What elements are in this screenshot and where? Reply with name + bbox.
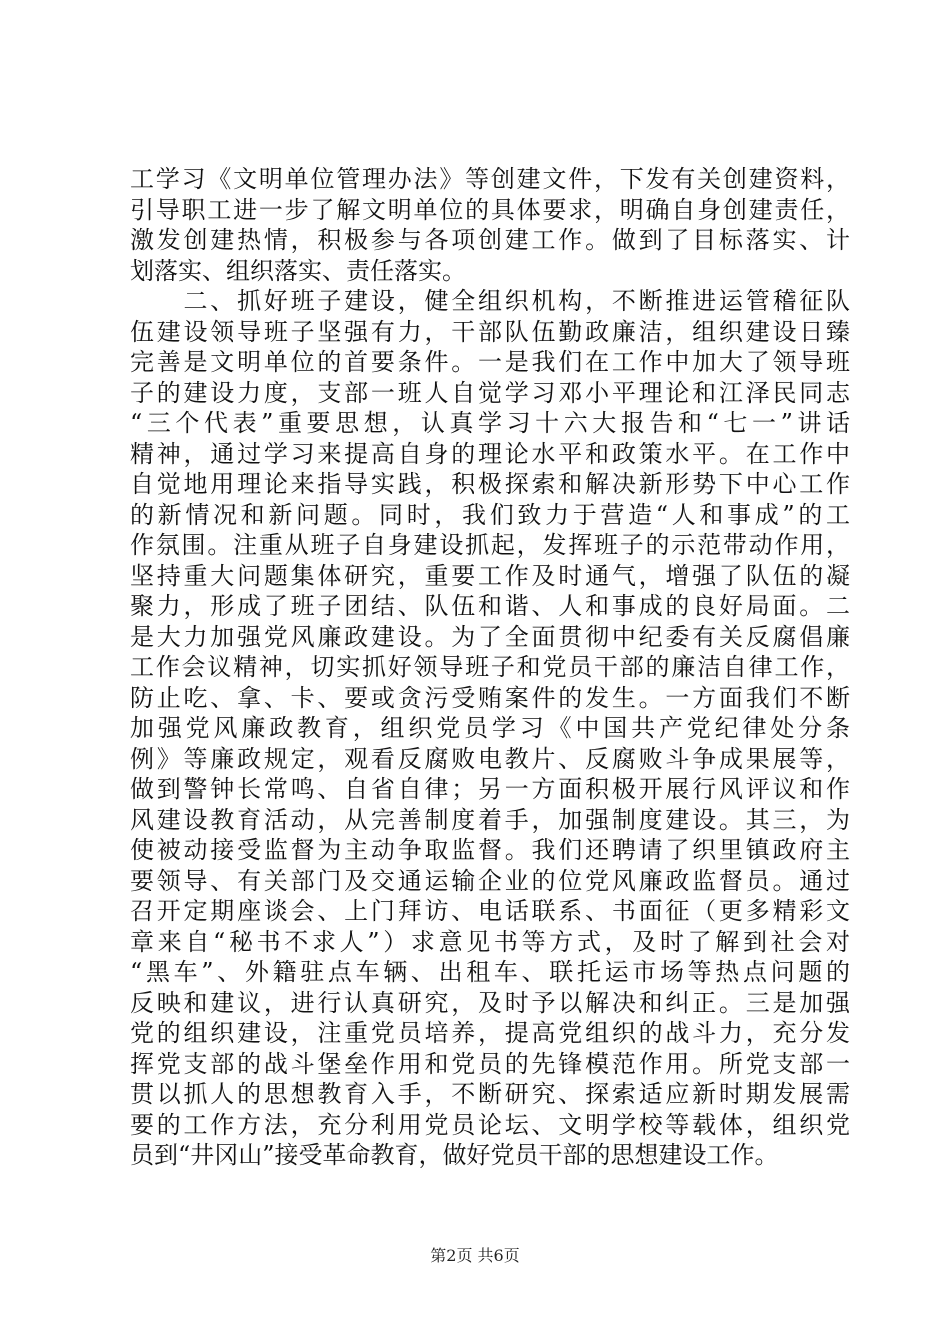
text-line: 例》等廉政规定，观看反腐败电教片、反腐败斗争成果展等， — [130, 744, 850, 773]
text-line: 精神，通过学习来提高自身的理论水平和政策水平。在工作中 — [130, 439, 850, 468]
document-body — [130, 164, 850, 1171]
text-line: 风建设教育活动，从完善制度着手，加强制度建设。其三，为 — [130, 805, 850, 834]
text-line: 工作会议精神，切实抓好领导班子和党员干部的廉洁自律工作， — [130, 653, 850, 681]
text-line: 伍建设领导班子坚强有力，干部队伍勤政廉洁，组织建设日臻 — [130, 317, 850, 346]
text-line: 划落实、组织落实、责任落实。 — [130, 256, 466, 285]
text-line: “三个代表”重要思想，认真学习十六大报告和“七一”讲话 — [130, 409, 850, 437]
text-line: 挥党支部的战斗堡垒作用和党员的先锋模范作用。所党支部一 — [130, 1049, 850, 1078]
text-line: 工学习《文明单位管理办法》等创建文件，下发有关创建资料， — [130, 165, 850, 193]
text-line: 激发创建热情，积极参与各项创建工作。做到了目标落实、计 — [130, 226, 850, 254]
text-line: 是大力加强党风廉政建设。为了全面贯彻中纪委有关反腐倡廉 — [130, 622, 850, 651]
text-line: 党的组织建设，注重党员培养，提高党组织的战斗力，充分发 — [130, 1019, 850, 1047]
text-line: 二、抓好班子建设，健全组织机构，不断推进运管稽征队 — [130, 287, 850, 315]
text-line: “黑车”、外籍驻点车辆、出租车、联托运市场等热点问题的 — [130, 958, 850, 986]
text-line: 子的建设力度，支部一班人自觉学习邓小平理论和江泽民同志 — [130, 378, 850, 407]
text-line: 贯以抓人的思想教育入手，不断研究、探索适应新时期发展需 — [130, 1080, 850, 1108]
text-line: 召开定期座谈会、上门拜访、电话联系、书面征（更多精彩文 — [130, 897, 850, 925]
text-line: 聚力，形成了班子团结、队伍和谐、人和事成的良好局面。二 — [130, 592, 850, 620]
text-line: 要领导、有关部门及交通运输企业的位党风廉政监督员。通过 — [130, 866, 850, 895]
text-line: 引导职工进一步了解文明单位的具体要求，明确自身创建责任， — [130, 195, 850, 224]
page-footer — [0, 1243, 950, 1266]
text-line: 做到警钟长常鸣、自省自律；另一方面积极开展行风评议和作 — [130, 775, 850, 803]
text-line: 员到“井冈山”接受革命教育，做好党员干部的思想建设工作。 — [130, 1141, 779, 1169]
page-number: 第2页 共6页 — [430, 1246, 520, 1265]
text-line: 章来自“秘书不求人”）求意见书等方式，及时了解到社会对 — [130, 927, 850, 956]
text-line: 的新情况和新问题。同时，我们致力于营造“人和事成”的工 — [130, 500, 850, 529]
text-line: 防止吃、拿、卡、要或贪污受贿案件的发生。一方面我们不断 — [130, 683, 850, 712]
text-line: 坚持重大问题集体研究，重要工作及时通气，增强了队伍的凝 — [130, 561, 850, 590]
text-line: 反映和建议，进行认真研究，及时予以解决和纠正。三是加强 — [130, 988, 850, 1017]
text-line: 作氛围。注重从班子自身建设抓起，发挥班子的示范带动作用， — [130, 531, 850, 559]
text-line: 加强党风廉政教育，组织党员学习《中国共产党纪律处分条 — [130, 714, 850, 742]
text-line: 要的工作方法，充分利用党员论坛、文明学校等载体，组织党 — [130, 1110, 850, 1139]
text-line: 完善是文明单位的首要条件。一是我们在工作中加大了领导班 — [130, 348, 850, 376]
text-line: 使被动接受监督为主动争取监督。我们还聘请了织里镇政府主 — [130, 836, 850, 864]
text-line: 自觉地用理论来指导实践，积极探索和解决新形势下中心工作 — [130, 470, 850, 498]
